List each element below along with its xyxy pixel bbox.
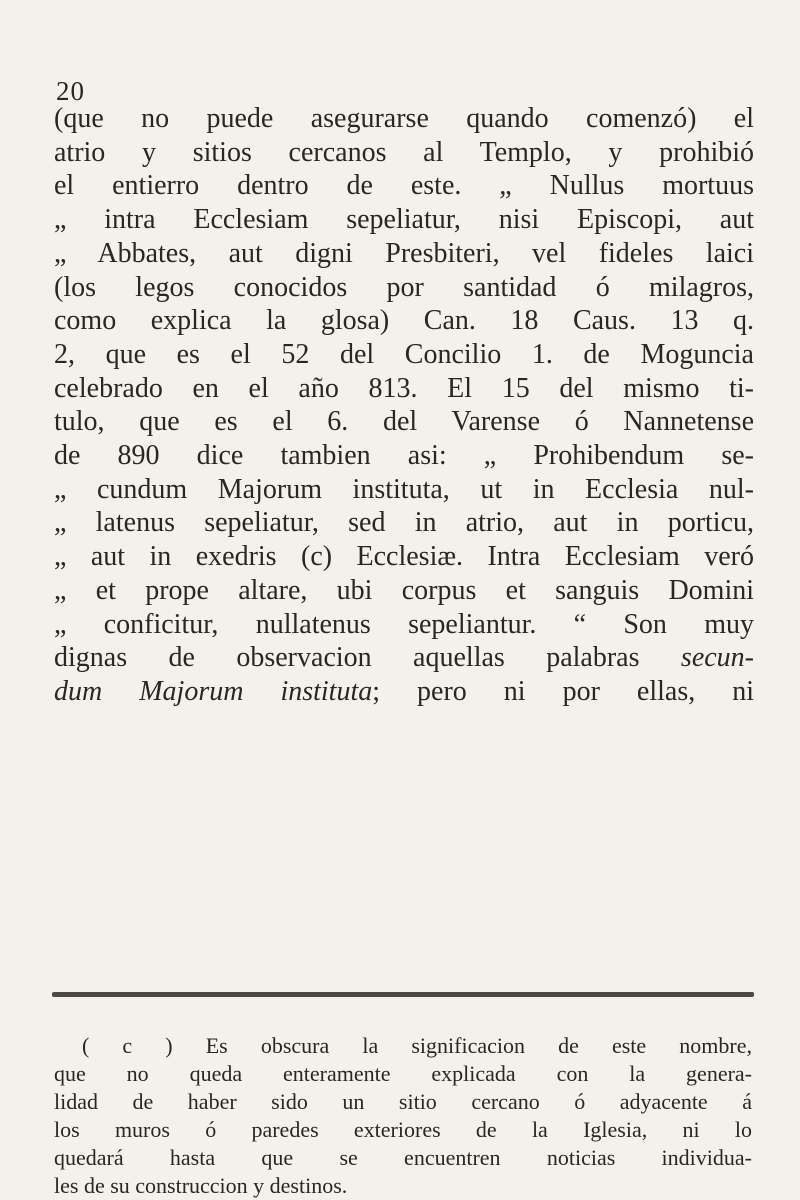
text-line: „ aut in exedris (c) Ecclesiæ. Intra Ecclesiam veró (54, 541, 754, 573)
text-line: „ conficitur, nullatenus sepeliantur. “ Son muy (54, 608, 754, 640)
text-line: „ Abbates, aut digni Presbiteri, vel fideles laici (54, 237, 754, 269)
footnote-line: que no queda enteramente explicada con la genera- (54, 1061, 752, 1086)
footnote-line: lidad de haber sido un sitio cercano ó adyacente á (54, 1089, 752, 1114)
main-text (54, 102, 754, 709)
text-line-with-italic (54, 675, 754, 709)
text-line: celebrado en el año 813. El 15 del mismo ti- (54, 372, 754, 404)
footnote-line: ( c ) Es obscura la significacion de este nombre, (82, 1033, 752, 1058)
text-line: „ latenus sepeliatur, sed in atrio, aut in porticu, (54, 507, 754, 539)
text-line: „ intra Ecclesiam sepeliatur, nisi Episcopi, aut (54, 204, 754, 236)
text-line: tulo, que es el 6. del Varense ó Nannetense (54, 406, 754, 438)
italic-phrase: secun- (680, 642, 754, 674)
page-number: 20 (56, 76, 85, 106)
text-line: „ et prope altare, ubi corpus et sanguis Domini (54, 574, 754, 606)
text-line: atrio y sitios cercanos al Templo, y prohibió (54, 136, 754, 168)
italic-phrase: dum Majorum instituta (54, 675, 373, 707)
text-segment: dignas de observacion aquellas palabras (54, 642, 640, 674)
text-line-with-italic (54, 641, 754, 675)
text-segment: ; pero ni por ellas, ni (372, 675, 754, 707)
text-line: (los legos conocidos por santidad ó milagros, (54, 271, 754, 303)
footnote-line: les de su construccion y destinos. (54, 1173, 348, 1198)
footnote-line: los muros ó paredes exteriores de la Iglesia, ni lo (54, 1117, 752, 1142)
text-line: „ cundum Majorum instituta, ut in Ecclesia nul- (54, 473, 754, 505)
text-line: de 890 dice tambien asi: „ Prohibendum se- (54, 440, 754, 472)
text-line: (que no puede asegurarse quando comenzó) el (54, 103, 754, 134)
text-line: como explica la glosa) Can. 18 Caus. 13 q. (54, 305, 754, 337)
text-line: el entierro dentro de este. „ Nullus mortuus (54, 170, 754, 202)
footnote-line: quedará hasta que se encuentren noticias individua- (54, 1145, 752, 1170)
text-line: 2, que es el 52 del Concilio 1. de Moguncia (54, 338, 754, 370)
footnote-separator-rule (52, 992, 754, 997)
footnote (54, 1032, 752, 1200)
